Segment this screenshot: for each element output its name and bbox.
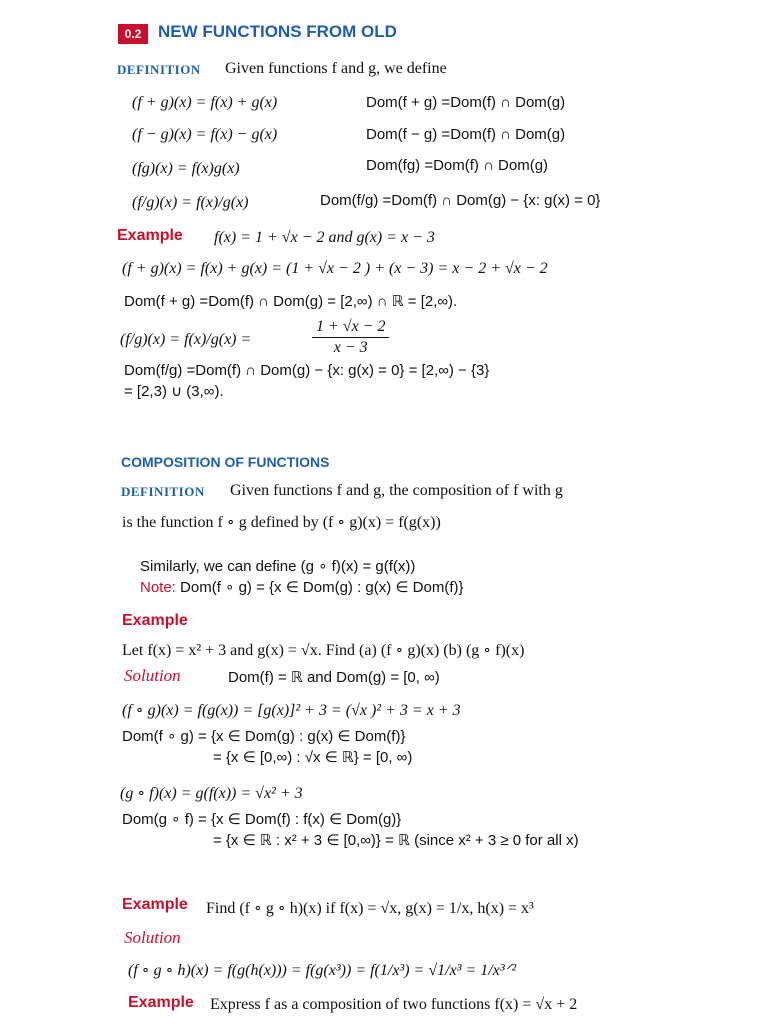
example-1-sum-domain: Dom(f + g) =Dom(f) ∩ Dom(g) = [2,∞) ∩ ℝ = [2,∞). <box>124 293 458 310</box>
quotient-formula: (f/g)(x) = f(x)/g(x) <box>132 194 249 211</box>
example-1-given: f(x) = 1 + √x − 2 and g(x) = x − 3 <box>214 229 435 246</box>
composition-similar: Similarly, we can define (g ∘ f)(x) = g(f(x)) <box>140 558 416 575</box>
example-4-label: Example <box>128 994 194 1011</box>
example-1-quotient: (f/g)(x) = f(x)/g(x) = <box>120 331 252 348</box>
example-1-fraction <box>312 318 389 357</box>
product-domain: Dom(fg) =Dom(f) ∩ Dom(g) <box>366 157 549 174</box>
example-2-line-2: Dom(f ∘ g) = {x ∈ Dom(g) : g(x) ∈ Dom(f)} <box>122 728 406 745</box>
example-1-quotient-domain: Dom(f/g) =Dom(f) ∩ Dom(g) − {x: g(x) = 0} = [2,∞) − {3} <box>124 362 490 379</box>
note-text: Dom(f ∘ g) = {x ∈ Dom(g) : g(x) ∈ Dom(f)} <box>175 579 464 596</box>
fraction-bar <box>312 337 389 338</box>
example-2-line-5: Dom(g ∘ f) = {x ∈ Dom(f) : f(x) ∈ Dom(g)} <box>122 811 402 828</box>
fraction-numerator: 1 + √x − 2 <box>316 318 386 335</box>
example-1-quotient-domain-2: = [2,3) ∪ (3,∞). <box>124 383 224 400</box>
definition-intro: Given functions f and g, we define <box>225 60 447 77</box>
example-2-solution-text: Dom(f) = ℝ and Dom(g) = [0, ∞) <box>228 669 440 686</box>
note-label: Note: <box>140 579 176 596</box>
example-1-label: Example <box>117 227 183 244</box>
composition-definition-text: Given functions f and g, the composition of f with g <box>230 482 563 499</box>
section-title: NEW FUNCTIONS FROM OLD <box>158 22 397 41</box>
section-badge: 0.2 <box>118 24 148 44</box>
composition-definition-label: DEFINITION <box>121 484 205 499</box>
example-2-line-1: (f ∘ g)(x) = f(g(x)) = [g(x)]² + 3 = (√x )² + 3 = x + 3 <box>122 702 461 719</box>
example-1-sum: (f + g)(x) = f(x) + g(x) = (1 + √x − 2 ) + (x − 3) = x − 2 + √x − 2 <box>122 260 548 277</box>
example-2-solution-label: Solution <box>124 666 181 685</box>
example-2-line-3: = {x ∈ [0,∞) : √x ∈ ℝ} = [0, ∞) <box>213 749 413 766</box>
difference-formula: (f − g)(x) = f(x) − g(x) <box>132 126 278 143</box>
example-4-problem: Express f as a composition of two functions f(x) = √x + 2 <box>210 996 578 1013</box>
example-3-solution-label: Solution <box>124 928 181 947</box>
sum-formula: (f + g)(x) = f(x) + g(x) <box>132 94 278 111</box>
difference-domain: Dom(f − g) =Dom(f) ∩ Dom(g) <box>366 126 566 143</box>
composition-definition-text-2: is the function f ∘ g defined by (f ∘ g)(x) = f(g(x)) <box>122 514 441 531</box>
example-3-label: Example <box>122 896 188 913</box>
example-2-line-6: = {x ∈ ℝ : x² + 3 ∈ [0,∞)} = ℝ (since x² + 3 ≥ 0 for all x) <box>213 832 579 849</box>
example-2-line-4: (g ∘ f)(x) = g(f(x)) = √x² + 3 <box>120 785 303 802</box>
product-formula: (fg)(x) = f(x)g(x) <box>132 160 240 177</box>
example-3-problem: Find (f ∘ g ∘ h)(x) if f(x) = √x, g(x) = 1/x, h(x) = x³ <box>206 900 534 917</box>
composition-heading: COMPOSITION OF FUNCTIONS <box>121 454 330 470</box>
example-2-label: Example <box>122 612 188 629</box>
fraction-denominator: x − 3 <box>333 339 368 356</box>
definition-label: DEFINITION <box>117 62 201 77</box>
example-3-line-1: (f ∘ g ∘ h)(x) = f(g(h(x))) = f(g(x³)) = f(1/x³) = √1/x³ = 1/x³ᐟ² <box>128 962 517 979</box>
sum-domain: Dom(f + g) =Dom(f) ∩ Dom(g) <box>366 94 566 111</box>
quotient-domain: Dom(f/g) =Dom(f) ∩ Dom(g) − {x: g(x) = 0} <box>320 192 601 209</box>
example-2-problem: Let f(x) = x² + 3 and g(x) = √x. Find (a) (f ∘ g)(x) (b) (g ∘ f)(x) <box>122 642 525 659</box>
composition-note <box>140 578 464 596</box>
